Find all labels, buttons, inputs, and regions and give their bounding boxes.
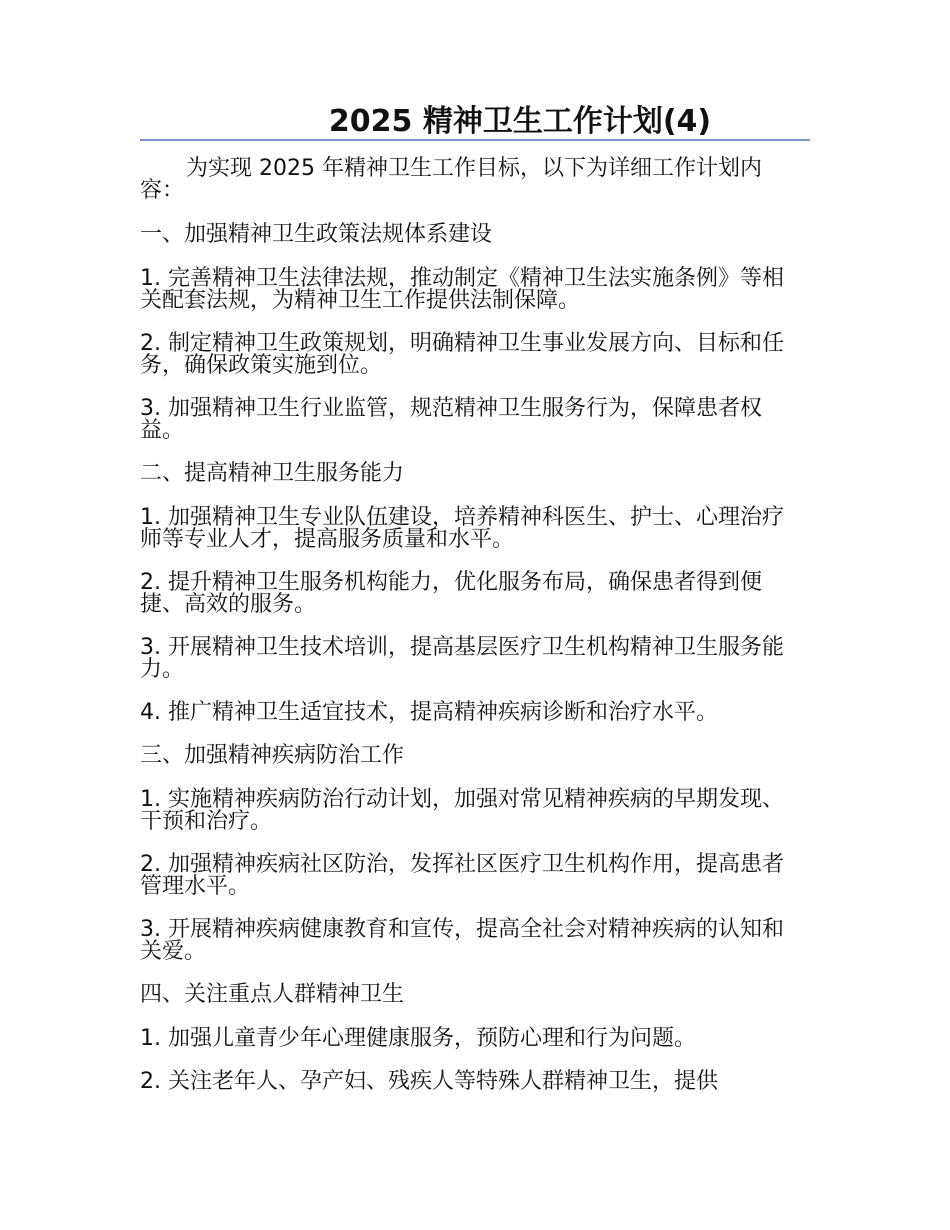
section-2-item-4: 4. 推广精神卫生适宜技术，提高精神疾病诊断和治疗水平。 bbox=[140, 700, 718, 725]
section-3-item-2: 2. 加强精神疾病社区防治，发挥社区医疗卫生机构作用，提高患者管理水平。 bbox=[140, 852, 784, 899]
section-1-item-2: 2. 制定精神卫生政策规划，明确精神卫生事业发展方向、目标和任务，确保政策实施到位。 bbox=[140, 331, 784, 378]
intro-paragraph: 为实现 2025 年精神卫生工作目标，以下为详细工作计划内容： bbox=[140, 156, 762, 203]
section-1-item-3: 3. 加强精神卫生行业监管，规范精神卫生服务行为，保障患者权益。 bbox=[140, 396, 762, 443]
section-1-item-1: 1. 完善精神卫生法律法规，推动制定《精神卫生法实施条例》等相关配套法规，为精神卫生工作提供法制保障。 bbox=[140, 266, 784, 313]
document-body bbox=[140, 158, 800, 1114]
section-2-item-1: 1. 加强精神卫生专业队伍建设，培养精神科医生、护士、心理治疗师等专业人才，提高服务质量和水平。 bbox=[140, 505, 784, 552]
section-4-item-2: 2. 关注老年人、孕产妇、残疾人等特殊人群精神卫生，提供 bbox=[140, 1069, 718, 1094]
section-3-item-3: 3. 开展精神疾病健康教育和宣传，提高全社会对精神疾病的认知和关爱。 bbox=[140, 917, 784, 964]
section-heading-4: 四、关注重点人群精神卫生 bbox=[140, 982, 405, 1007]
section-heading-3: 三、加强精神疾病防治工作 bbox=[140, 743, 405, 768]
section-3-item-1: 1. 实施精神疾病防治行动计划，加强对常见精神疾病的早期发现、干预和治疗。 bbox=[140, 787, 784, 834]
section-heading-1: 一、加强精神卫生政策法规体系建设 bbox=[140, 222, 493, 247]
section-2-item-2: 2. 提升精神卫生服务机构能力，优化服务布局，确保患者得到便捷、高效的服务。 bbox=[140, 570, 762, 617]
section-4-item-1: 1. 加强儿童青少年心理健康服务，预防心理和行为问题。 bbox=[140, 1026, 696, 1051]
document-title: 2025 精神卫生工作计划(4) bbox=[328, 104, 712, 139]
section-2-item-3: 3. 开展精神卫生技术培训，提高基层医疗卫生机构精神卫生服务能力。 bbox=[140, 635, 784, 682]
section-heading-2: 二、提高精神卫生服务能力 bbox=[140, 461, 405, 486]
title-underline bbox=[140, 139, 810, 141]
